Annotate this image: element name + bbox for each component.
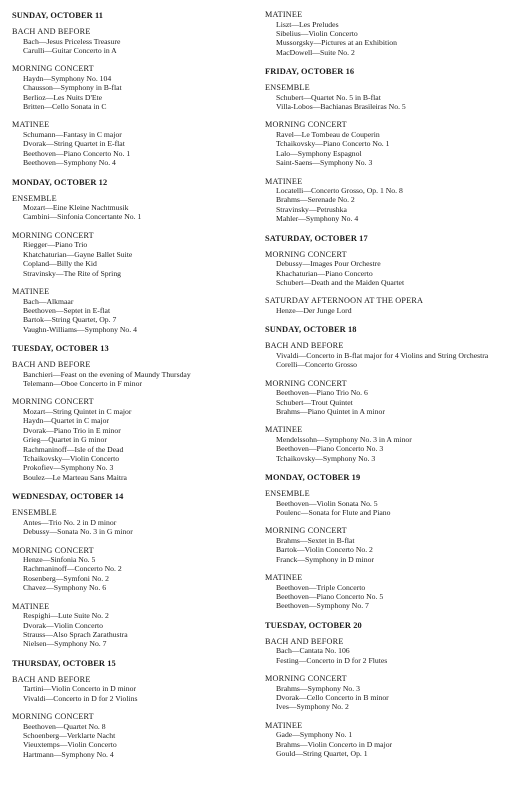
day-heading: MONDAY, OCTOBER 12 (12, 177, 108, 187)
program-piece: Britten—Cello Sonata in C (23, 102, 107, 112)
program-piece: Lalo—Symphony Espagnol (276, 148, 362, 158)
session-title: BACH AND BEFORE (265, 636, 344, 646)
program-piece: Vieuxtemps—Violin Concerto (23, 740, 117, 750)
program-piece: Vivaldi—Concerto in D for 2 Violins (23, 693, 138, 703)
session-title: MATINEE (265, 176, 303, 186)
program-piece: Khatchaturian—Gayne Ballet Suite (23, 249, 133, 259)
session-title: MORNING CONCERT (12, 397, 94, 407)
session-title: BACH AND BEFORE (12, 27, 91, 36)
program-piece: Saint-Saens—Symphony No. 3 (276, 158, 373, 168)
program-piece: Grieg—Quartet in G minor (23, 435, 107, 445)
program-piece: Beethoven—Septet in E-flat (23, 305, 111, 315)
program-piece: Riegger—Piano Trio (23, 240, 88, 250)
day-block (265, 66, 505, 224)
session-block (12, 231, 252, 278)
session-title: MORNING CONCERT (12, 545, 94, 555)
program-piece: Khachaturian—Piano Concerto (276, 268, 373, 278)
session-block (12, 508, 252, 536)
program-piece: Franck—Symphony in D minor (276, 554, 375, 564)
program-piece: Liszt—Les Preludes (276, 19, 339, 29)
program-piece: Schubert—Quartet No. 5 in B-flat (276, 92, 381, 102)
program-piece: Schumann—Fantasy in C major (23, 129, 122, 139)
program-piece: Stravinsky—Petrushka (276, 204, 347, 214)
session-title: MATINEE (265, 720, 303, 730)
session-block (265, 425, 505, 463)
session-title: MORNING CONCERT (265, 378, 347, 388)
program-piece: Berlioz—Les Nuits D'Ete (23, 92, 103, 102)
session-block (12, 194, 252, 222)
program-piece: Dvorak—Piano Trio in E minor (23, 425, 121, 435)
session-block (265, 721, 505, 759)
program-piece: Hartmann—Symphony No. 4 (23, 749, 114, 759)
session-title: BACH AND BEFORE (12, 360, 91, 370)
day-heading: FRIDAY, OCTOBER 16 (265, 67, 355, 77)
program-piece: Brahms—Serenade No. 2 (276, 195, 355, 205)
day-block (265, 324, 505, 463)
session-block (12, 120, 252, 167)
program-piece: Dvorak—Violin Concerto (23, 620, 104, 630)
program-piece: Bartok—String Quartet, Op. 7 (23, 315, 117, 325)
session-block (12, 360, 252, 388)
program-piece: Gade—Symphony No. 1 (276, 730, 353, 740)
program-piece: Vivaldi—Concerto in B-flat major for 4 Violins and String Orchestra (276, 350, 489, 360)
session-title: ENSEMBLE (265, 489, 310, 499)
program-piece: Mozart—Eine Kleine Nachtmusik (23, 203, 129, 213)
program-piece: Beethoven—Quartet No. 8 (23, 721, 106, 731)
program-piece: Prokofiev—Symphony No. 3 (23, 463, 114, 473)
session-title: MORNING CONCERT (12, 712, 94, 722)
program-piece: Rachmaninoff—Isle of the Dead (23, 444, 124, 454)
session-title: ENSEMBLE (12, 193, 57, 203)
session-block (265, 341, 505, 369)
program-piece: Brahms—Violin Concerto in D major (276, 739, 393, 749)
program-piece: Tchaikovsky—Piano Concerto No. 1 (276, 139, 390, 149)
program-piece: Cambini—Sinfonia Concertante No. 1 (23, 212, 142, 222)
session-block (265, 250, 505, 288)
day-block (12, 177, 252, 335)
session-block (12, 712, 252, 759)
program-piece: Beethoven—Piano Concerto No. 3 (276, 444, 384, 454)
program-piece: Dvorak—Cello Concerto in B minor (276, 693, 389, 703)
session-block (12, 602, 252, 649)
program-piece: Chausson—Symphony in B-flat (23, 83, 122, 93)
program-piece: Mussorgsky—Pictures at an Exhibition (276, 38, 397, 48)
session-block (12, 27, 252, 55)
program-piece: Respighi—Lute Suite No. 2 (23, 611, 109, 621)
session-block (265, 10, 505, 57)
program-piece: Debussy—Sonata No. 3 in G minor (23, 527, 133, 537)
program-piece: Boulez—Le Marteau Sans Maitra (23, 472, 127, 482)
session-title: MATINEE (265, 10, 303, 19)
program-piece: Vaughn-Williams—Symphony No. 4 (23, 324, 137, 334)
program-piece: Brahms—Sextet in B-flat (276, 535, 355, 545)
program-piece: Brahms—Piano Quintet in A minor (276, 406, 385, 416)
program-piece: Ives—Symphony No. 2 (276, 702, 349, 712)
session-block (265, 83, 505, 111)
program-piece: Bach—Cantata No. 106 (276, 646, 350, 656)
session-block (265, 526, 505, 564)
program-piece: Villa-Lobos—Bachianas Brasileiras No. 5 (276, 102, 406, 112)
session-block (265, 296, 505, 315)
day-block (12, 10, 252, 168)
day-block (265, 10, 505, 57)
day-block (12, 343, 252, 482)
session-block (265, 573, 505, 611)
program-piece: Telemann—Oboe Concerto in F minor (23, 379, 143, 389)
program-piece: Tchaikovsky—Symphony No. 3 (276, 453, 376, 463)
session-block (265, 489, 505, 517)
program-piece: Schubert—Death and the Maiden Quartet (276, 278, 405, 287)
program-piece: Mendelssohn—Symphony No. 3 in A minor (276, 434, 412, 444)
program-piece: Bartok—Violin Concerto No. 2 (276, 545, 373, 555)
program-piece: Sibelius—Violin Concerto (276, 28, 358, 38)
program-piece: Ravel—Le Tombeau de Couperin (276, 129, 380, 139)
session-title: SATURDAY AFTERNOON AT THE OPERA (265, 296, 424, 306)
session-title: BACH AND BEFORE (265, 341, 344, 351)
day-heading: MONDAY, OCTOBER 19 (265, 473, 361, 483)
program-piece: Beethoven—Piano Concerto No. 1 (23, 148, 131, 158)
session-block (12, 287, 252, 334)
program-piece: Gould—String Quartet, Op. 1 (276, 749, 368, 759)
program-piece: Beethoven—Piano Trio No. 6 (276, 388, 368, 398)
program-piece: Rachmaninoff—Concerto No. 2 (23, 564, 122, 574)
program-piece: Locatelli—Concerto Grosso, Op. 1 No. 8 (276, 186, 403, 196)
program-piece: Festing—Concerto in D for 2 Flutes (276, 655, 388, 665)
program-piece: Stravinsky—The Rite of Spring (23, 268, 122, 278)
program-piece: Schubert—Trout Quintet (276, 397, 353, 407)
day-heading: SUNDAY, OCTOBER 18 (265, 325, 357, 335)
session-title: ENSEMBLE (12, 508, 57, 518)
right-column (265, 10, 505, 768)
session-block (265, 674, 505, 712)
session-title: MATINEE (12, 601, 50, 611)
program-piece: Tartini—Violin Concerto in D minor (23, 684, 137, 694)
program-piece: Beethoven—Piano Concerto No. 5 (276, 592, 384, 601)
program-piece: Corelli—Concerto Grosso (276, 360, 357, 370)
session-block (265, 177, 505, 224)
day-heading: SUNDAY, OCTOBER 11 (12, 11, 104, 20)
session-block (265, 379, 505, 417)
session-title: MORNING CONCERT (265, 249, 347, 259)
program-piece: Brahms—Symphony No. 3 (276, 683, 360, 693)
day-heading: SATURDAY, OCTOBER 17 (265, 233, 368, 243)
program-piece: Tchaikovsky—Violin Concerto (23, 453, 120, 463)
day-block (12, 491, 252, 649)
session-block (12, 546, 252, 593)
program-piece: Haydn—Quartet in C major (23, 416, 110, 426)
program-piece: Henze—Der Junge Lord (276, 305, 352, 315)
program-piece: Mozart—String Quintet in C major (23, 406, 132, 416)
left-column (12, 10, 252, 768)
program-piece: Chavez—Symphony No. 6 (23, 583, 107, 593)
session-block (12, 675, 252, 703)
day-block (265, 472, 505, 611)
program-piece: Bach—Jesus Priceless Treasure (23, 36, 121, 46)
program-piece: Antes—Trio No. 2 in D minor (23, 517, 117, 527)
program-piece: Rosenberg—Symfoni No. 2 (23, 573, 109, 583)
program-piece: Henze—Sinfonia No. 5 (23, 555, 96, 564)
session-block (12, 397, 252, 482)
day-block (12, 658, 252, 759)
day-heading: TUESDAY, OCTOBER 20 (265, 620, 362, 630)
session-block (265, 120, 505, 167)
session-title: MATINEE (12, 120, 50, 130)
session-block (12, 64, 252, 111)
session-title: MORNING CONCERT (265, 120, 347, 130)
program-piece: Poulenc—Sonata for Flute and Piano (276, 507, 391, 517)
session-title: BACH AND BEFORE (12, 674, 91, 684)
session-title: ENSEMBLE (265, 83, 310, 93)
program-piece: Nielsen—Symphony No. 7 (23, 639, 107, 649)
program-piece: Haydn—Symphony No. 104 (23, 73, 112, 83)
program-piece: Dvorak—String Quartet in E-flat (23, 139, 125, 149)
program-piece: Carulli—Guitar Concerto in A (23, 45, 117, 55)
program-piece: Copland—Billy the Kid (23, 259, 97, 269)
session-title: MORNING CONCERT (265, 526, 347, 536)
program-piece: Beethoven—Symphony No. 4 (23, 158, 116, 168)
session-block (265, 637, 505, 665)
session-title: MATINEE (265, 573, 303, 583)
program-piece: Beethoven—Violin Sonata No. 5 (276, 498, 378, 508)
session-title: MATINEE (265, 425, 303, 435)
program-piece: Strauss—Also Sprach Zarathustra (23, 629, 128, 639)
day-heading: TUESDAY, OCTOBER 13 (12, 344, 109, 354)
program-piece: Banchieri—Feast on the evening of Maundy Thursday (23, 369, 191, 379)
session-title: MORNING CONCERT (265, 674, 347, 684)
day-heading: THURSDAY, OCTOBER 15 (12, 658, 116, 668)
day-block (265, 620, 505, 759)
day-block (265, 233, 505, 316)
session-title: MORNING CONCERT (12, 230, 94, 240)
program-piece: MacDowell—Suite No. 2 (276, 47, 355, 57)
program-piece: Mahler—Symphony No. 4 (276, 214, 359, 224)
program-piece: Schoenberg—Verklarte Nacht (23, 730, 116, 740)
day-heading: WEDNESDAY, OCTOBER 14 (12, 492, 124, 502)
program-piece: Bach—Alkmaar (23, 296, 74, 306)
session-title: MORNING CONCERT (12, 64, 94, 74)
program-piece: Beethoven—Symphony No. 7 (276, 601, 369, 611)
program-piece: Beethoven—Triple Concerto (276, 582, 366, 592)
program-piece: Debussy—Images Pour Orchestre (276, 259, 381, 269)
session-title: MATINEE (12, 287, 50, 296)
